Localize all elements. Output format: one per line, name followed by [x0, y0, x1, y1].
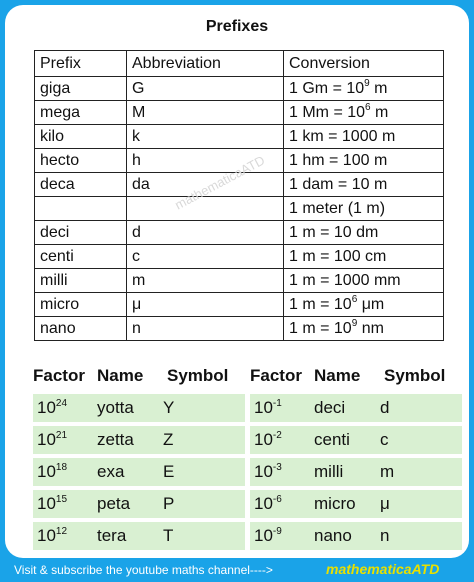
table-row: [35, 197, 444, 221]
header-factor: Factor: [33, 366, 85, 385]
symbol-cell: Y: [163, 398, 175, 417]
factor-exponent: -3: [272, 462, 282, 473]
header-name: Name: [97, 366, 144, 385]
factor-base: 10: [254, 398, 273, 417]
prefix-cell: hecto: [35, 149, 127, 173]
name-cell: zetta: [97, 430, 134, 449]
conversion-cell: [284, 101, 444, 125]
table-header-row: [35, 51, 444, 77]
table-row: [35, 245, 444, 269]
factor-row: [33, 522, 245, 550]
header-abbreviation: Abbreviation: [127, 51, 284, 77]
factor-row: [33, 394, 245, 422]
prefix-cell: micro: [35, 293, 127, 317]
abbreviation-cell: k: [127, 125, 284, 149]
factor-row: [250, 490, 462, 518]
table-row: [35, 269, 444, 293]
abbreviation-cell: [127, 197, 284, 221]
factor-cell: [250, 430, 314, 450]
table-row: [35, 293, 444, 317]
conversion-text: 1 Mm = 10: [289, 103, 366, 121]
factor-cell: [250, 494, 314, 514]
factor-row: [33, 458, 245, 486]
conversion-cell: 1 meter (1 m): [284, 197, 444, 221]
factor-cell: [250, 526, 314, 546]
symbol-cell: n: [380, 526, 390, 545]
abbreviation-cell: m: [127, 269, 284, 293]
conversion-cell: 1 m = 1000 mm: [284, 269, 444, 293]
prefix-cell: mega: [35, 101, 127, 125]
conversion-text: 1 m = 10: [289, 319, 352, 337]
header-name: Name: [314, 366, 361, 385]
symbol-cell: Z: [163, 430, 174, 449]
symbol-cell: c: [380, 430, 389, 449]
symbol-cell: T: [163, 526, 174, 545]
factor-base: 10: [254, 462, 273, 481]
abbreviation-cell: G: [127, 77, 284, 101]
factor-cell: [250, 398, 314, 418]
name-cell: tera: [97, 526, 127, 545]
name-cell: peta: [97, 494, 131, 513]
factor-cell: [33, 494, 97, 514]
prefix-cell: deci: [35, 221, 127, 245]
prefix-cell: kilo: [35, 125, 127, 149]
prefix-cell: deca: [35, 173, 127, 197]
table-row: [35, 317, 444, 341]
conversion-text: 1 m = 10: [289, 295, 352, 313]
factor-row: [33, 490, 245, 518]
prefix-cell: centi: [35, 245, 127, 269]
table-row: [35, 77, 444, 101]
abbreviation-cell: μ: [127, 293, 284, 317]
factor-base: 10: [254, 526, 273, 545]
watermark: mathematicaATD: [172, 152, 268, 213]
symbol-cell: E: [163, 462, 175, 481]
name-cell: nano: [314, 526, 352, 545]
factor-row: [250, 458, 462, 486]
table-row: [35, 101, 444, 125]
abbreviation-cell: da: [127, 173, 284, 197]
abbreviation-cell: h: [127, 149, 284, 173]
table-row: [35, 221, 444, 245]
factor-base: 10: [37, 430, 56, 449]
abbreviation-cell: c: [127, 245, 284, 269]
factor-base: 10: [37, 494, 56, 513]
chart-card: [5, 5, 469, 558]
conversion-unit: m: [369, 79, 388, 97]
large-factor-table: [33, 362, 245, 550]
factor-row: [250, 522, 462, 550]
brand-label: mathematicaATD: [326, 561, 440, 577]
factor-exponent: 21: [55, 430, 68, 441]
table-row: [35, 173, 444, 197]
name-cell: milli: [314, 462, 344, 481]
symbol-cell: P: [163, 494, 175, 513]
factor-row: [250, 394, 462, 422]
prefix-cell: [35, 197, 127, 221]
factor-exponent: 12: [55, 526, 68, 537]
exponent: 9: [351, 317, 358, 329]
header-symbol: Symbol: [167, 366, 229, 385]
page-title: Prefixes: [205, 18, 269, 35]
name-cell: exa: [97, 462, 125, 481]
factor-cell: [33, 430, 97, 450]
exponent: 6: [365, 101, 371, 113]
table-row: [35, 149, 444, 173]
header-symbol: Symbol: [384, 366, 446, 385]
factor-table-header: [250, 362, 462, 390]
factor-cell: [33, 462, 97, 482]
factor-row: [250, 426, 462, 454]
conversion-cell: 1 km = 1000 m: [284, 125, 444, 149]
factor-exponent: 18: [55, 462, 68, 473]
factor-row: [33, 426, 245, 454]
exponent: 9: [364, 77, 370, 89]
factor-base: 10: [254, 494, 273, 513]
name-cell: yotta: [97, 398, 134, 417]
conversion-cell: 1 m = 10 dm: [284, 221, 444, 245]
small-factor-table: [250, 362, 462, 550]
conversion-text: 1 Gm = 10: [289, 79, 365, 97]
factor-exponent: 15: [55, 494, 68, 505]
table-row: [35, 125, 444, 149]
prefix-cell: milli: [35, 269, 127, 293]
conversion-cell: [284, 317, 444, 341]
name-cell: centi: [314, 430, 350, 449]
symbol-cell: μ: [380, 494, 390, 513]
factor-exponent: -6: [272, 494, 282, 505]
name-cell: micro: [314, 494, 356, 513]
factor-exponent: -1: [272, 398, 282, 409]
header-factor: Factor: [250, 366, 302, 385]
name-cell: deci: [314, 398, 346, 417]
conversion-cell: [284, 77, 444, 101]
abbreviation-cell: d: [127, 221, 284, 245]
factor-cell: [33, 398, 97, 418]
prefix-cell: giga: [35, 77, 127, 101]
exponent: 6: [351, 293, 358, 305]
factor-exponent: -2: [272, 430, 282, 441]
header-prefix: Prefix: [35, 51, 127, 77]
abbreviation-cell: M: [127, 101, 284, 125]
factor-exponent: -9: [272, 526, 282, 537]
footer-text: Visit & subscribe the youtube maths channel---->: [14, 563, 273, 577]
factor-base: 10: [254, 430, 273, 449]
factor-cell: [33, 526, 97, 546]
factor-table-header: [33, 362, 245, 390]
conversion-unit: μm: [357, 295, 385, 313]
symbol-cell: m: [380, 462, 395, 481]
conversion-cell: 1 dam = 10 m: [284, 173, 444, 197]
factor-cell: [250, 462, 314, 482]
conversion-cell: [284, 293, 444, 317]
factor-base: 10: [37, 462, 56, 481]
factor-base: 10: [37, 398, 56, 417]
conversion-cell: 1 hm = 100 m: [284, 149, 444, 173]
conversion-unit: m: [370, 103, 389, 121]
symbol-cell: d: [380, 398, 390, 417]
conversion-unit: nm: [357, 319, 384, 337]
header-conversion: Conversion: [284, 51, 444, 77]
factor-base: 10: [37, 526, 56, 545]
abbreviation-cell: n: [127, 317, 284, 341]
prefix-table: [34, 50, 444, 341]
conversion-cell: 1 m = 100 cm: [284, 245, 444, 269]
prefix-cell: nano: [35, 317, 127, 341]
factor-exponent: 24: [55, 398, 68, 409]
